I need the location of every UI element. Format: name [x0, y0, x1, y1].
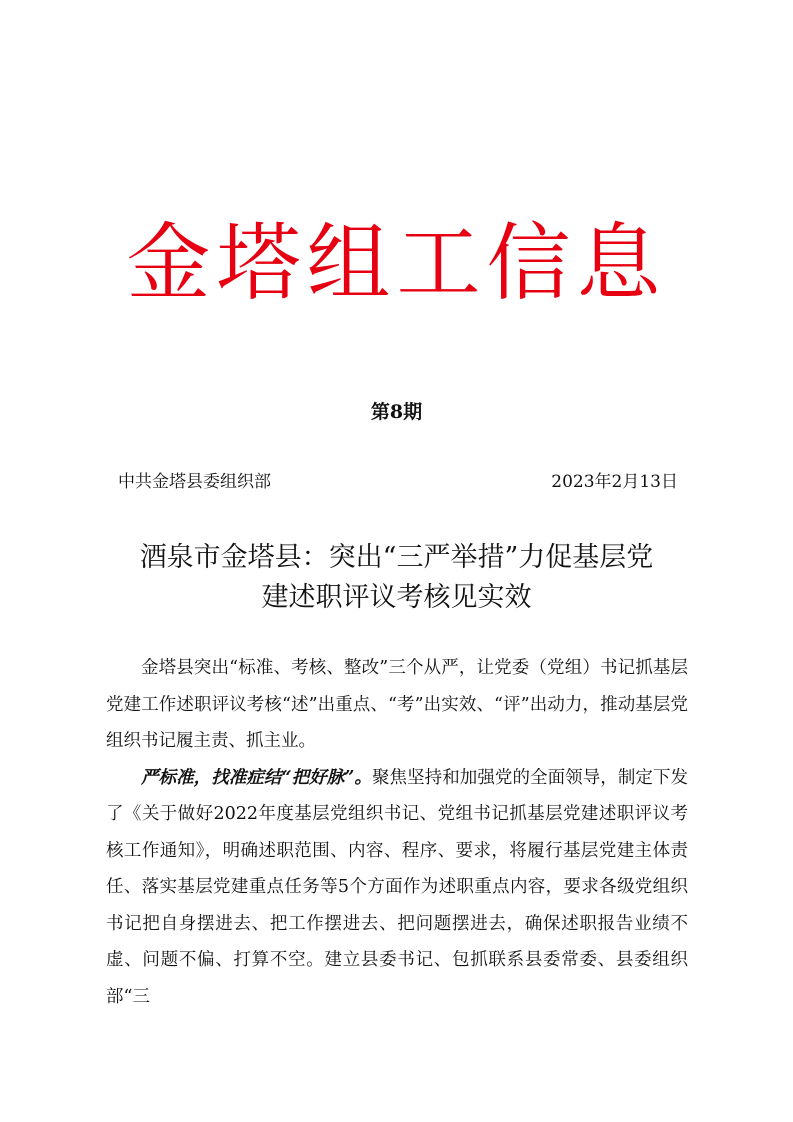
paragraph-standards	[106, 760, 688, 1016]
issue-date: 2023年2月13日	[551, 472, 678, 492]
paragraph-body-text: 聚焦坚持和加强党的全面领导，制定下发了《关于做好2022年度基层党组织书记、党组书记抓基层党建述职评议考核工作通知》，明确述职范围、内容、程序、要求，将履行基层党建主体责任、落实基层党建重点任务等5个方面作为述职重点内容，要求各级党组织书记把自身摆进去、把工作摆进去、把问题摆进去，确保述职报告业绩不虚、问题不偏、打算不空。建立县委书记、包抓联系县委常委、县委组织部“三	[106, 767, 689, 1007]
issue-number: 第8期	[370, 401, 423, 423]
paragraph-intro: 金塔县突出“标准、考核、整改”三个从严，让党委（党组）书记抓基层党建工作述职评议考核“述”出重点、“考”出实效、“评”出动力，推动基层党组织书记履主责、抓主业。	[106, 658, 688, 751]
article-body	[106, 650, 688, 1015]
article-title-line-1: 酒泉市金塔县：突出“三严举措”力促基层党	[139, 542, 654, 573]
paragraph-lead-heading: 严标准，找准症结“把好脉”。	[141, 767, 372, 788]
article-title-line-2: 建述职评议考核见实效	[261, 582, 532, 613]
meta-line	[118, 468, 678, 496]
article-title	[100, 538, 693, 618]
masthead-title: 金塔组工信息	[126, 214, 667, 312]
issuing-organization: 中共金塔县委组织部	[118, 472, 271, 492]
